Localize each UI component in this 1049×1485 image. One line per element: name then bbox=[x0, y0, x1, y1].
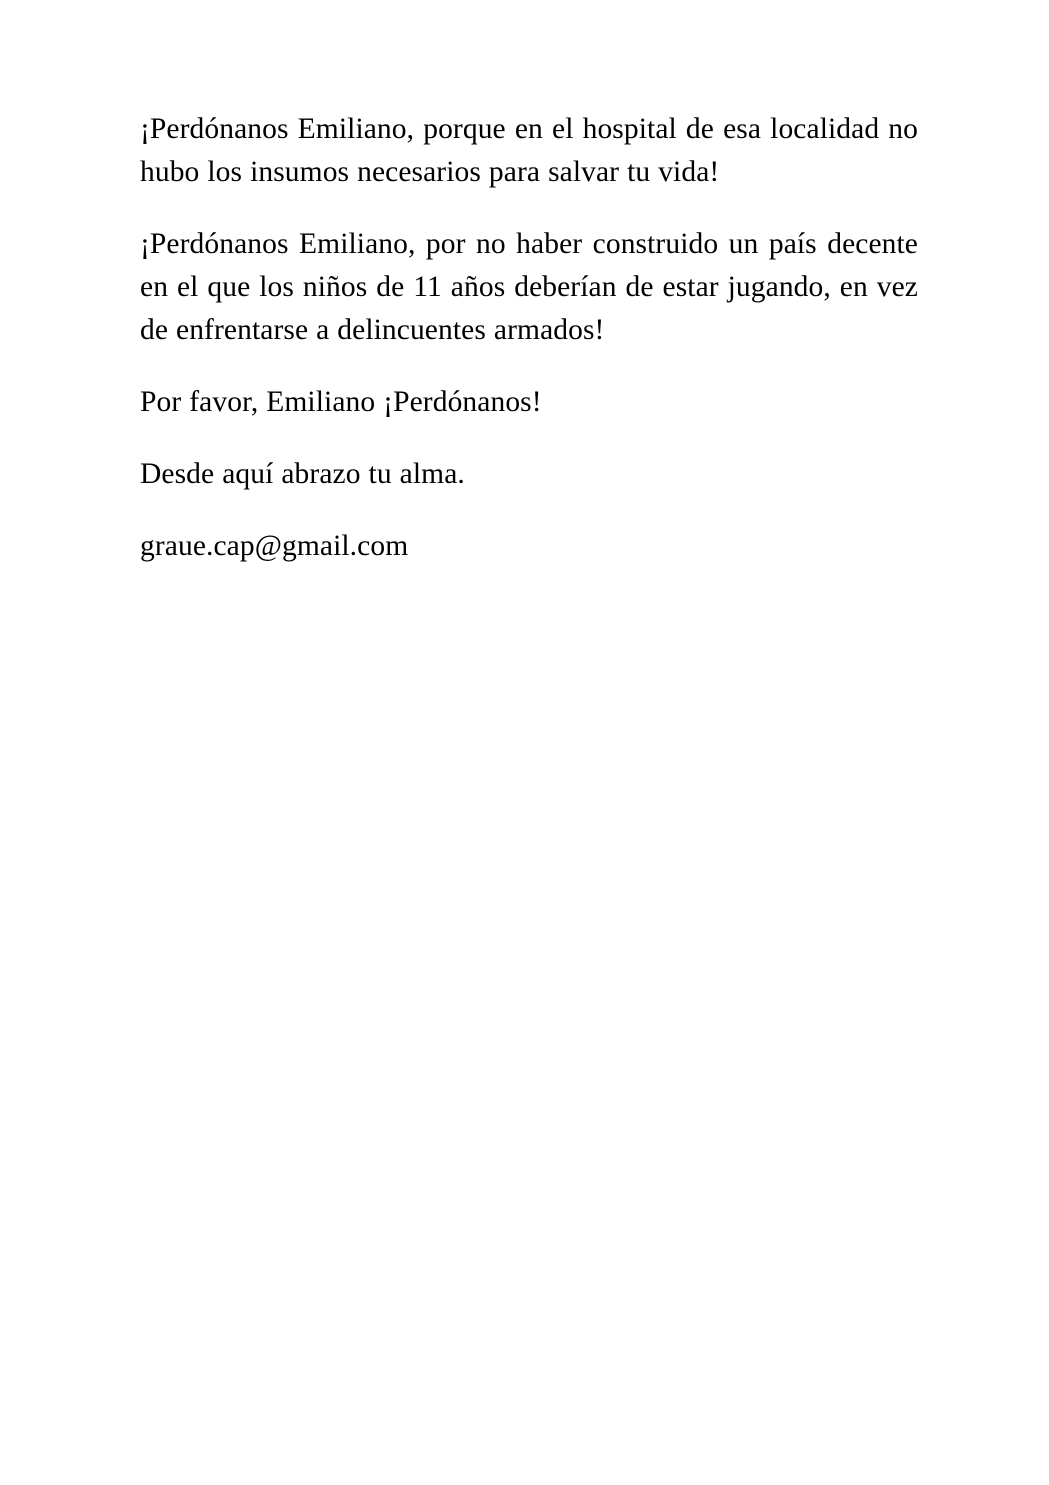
paragraph-1: ¡Perdónanos Emiliano, porque en el hospital de esa localidad no hubo los insumos necesarios para salvar tu vida! bbox=[140, 113, 918, 188]
document-body bbox=[140, 108, 918, 568]
paragraph-4: Desde aquí abrazo tu alma. bbox=[140, 458, 465, 490]
contact-email: graue.cap@gmail.com bbox=[140, 530, 409, 562]
paragraph-3: Por favor, Emiliano ¡Perdónanos! bbox=[140, 386, 542, 418]
paragraph-2: ¡Perdónanos Emiliano, por no haber construido un país decente en el que los niños de 11 años deberían de estar jugando, en vez de enfrentarse a delincuentes armados! bbox=[140, 228, 918, 346]
